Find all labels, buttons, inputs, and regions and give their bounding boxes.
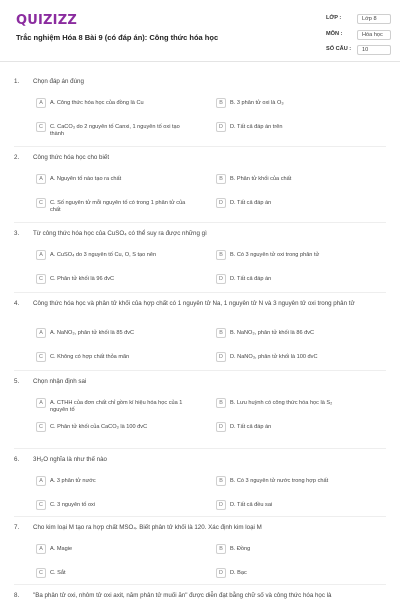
question-number: 5. (14, 378, 20, 385)
answer-option-a[interactable] (36, 544, 186, 554)
option-text: D. Bạc (230, 569, 247, 576)
answer-option-a[interactable] (36, 328, 186, 338)
question-count-label: SỐ CÂU : (326, 46, 352, 52)
question-number: 6. (14, 456, 20, 463)
question-text: Từ công thức hóa học của CuSO₄ có thể suy ra được những gì (33, 230, 207, 237)
question-divider (14, 448, 386, 449)
answer-option-d[interactable] (216, 274, 366, 284)
answer-option-a[interactable] (36, 250, 186, 260)
option-letter-box: A (36, 98, 46, 108)
answer-option-a[interactable] (36, 476, 186, 486)
option-letter-box: D (216, 500, 226, 510)
option-letter-box: C (36, 122, 46, 132)
question-number: 3. (14, 230, 20, 237)
option-text: B. 3 phân tử oxi là O₃ (230, 99, 284, 106)
grade-value: Lớp 8 (357, 14, 391, 24)
option-letter-box: C (36, 274, 46, 284)
option-letter-box: C (36, 198, 46, 208)
option-letter-box: B (216, 174, 226, 184)
question-number: 4. (14, 300, 20, 307)
option-text: A. Nguyên tố nào tạo ra chất (50, 175, 122, 182)
option-text: A. 3 phân tử nước (50, 477, 96, 484)
question-text: Công thức hóa học cho biết (33, 154, 110, 161)
question-text: Chọn đáp án đúng (33, 78, 84, 85)
question-divider (14, 292, 386, 293)
option-letter-box: B (216, 476, 226, 486)
grade-label: LỚP : (326, 15, 342, 21)
worksheet-header (0, 0, 400, 62)
answer-option-a[interactable] (36, 174, 186, 184)
option-text: C. 3 nguyên tố oxi (50, 501, 96, 508)
answer-option-c[interactable] (36, 422, 186, 432)
option-text: A. NaNO₃, phân tử khối là 85 đvC (50, 329, 135, 336)
quizizz-logo: QUIZIZZ (16, 13, 77, 28)
answer-option-d[interactable] (216, 568, 366, 578)
answer-option-c[interactable] (36, 122, 186, 138)
answer-option-d[interactable] (216, 198, 366, 208)
answer-option-b[interactable] (216, 476, 366, 486)
option-letter-box: D (216, 568, 226, 578)
option-letter-box: A (36, 174, 46, 184)
option-text: C. Phân tử khối là 96 đvC (50, 275, 115, 282)
question-divider (14, 370, 386, 371)
option-letter-box: C (36, 568, 46, 578)
option-text: C. Số nguyên tử mỗi nguyên tố có trong 1 phân tử của chất (50, 199, 186, 213)
option-letter-box: D (216, 274, 226, 284)
option-letter-box: B (216, 544, 226, 554)
option-letter-box: C (36, 352, 46, 362)
answer-option-d[interactable] (216, 122, 366, 132)
worksheet-title: Trắc nghiệm Hóa 8 Bài 9 (có đáp án): Công thức hóa học (16, 33, 219, 42)
option-text: D. Tất cả đáp án trên (230, 123, 283, 130)
answer-option-b[interactable] (216, 98, 366, 108)
option-text: D. NaNO₃, phân tử khối là 100 đvC (230, 353, 318, 360)
option-letter-box: B (216, 98, 226, 108)
question-number: 2. (14, 154, 20, 161)
option-letter-box: D (216, 198, 226, 208)
answer-option-d[interactable] (216, 500, 366, 510)
option-text: A. Công thức hóa học của đồng là Cu (50, 99, 144, 106)
question-divider (14, 516, 386, 517)
option-letter-box: B (216, 328, 226, 338)
option-text: C. Phân tử khối của CaCO₃ là 100 đvC (50, 423, 148, 430)
question-number: 7. (14, 524, 20, 531)
question-divider (14, 146, 386, 147)
option-text: C. CaCO₃ do 2 nguyên tố Canxi, 1 nguyên tố oxi tạo thành (50, 123, 180, 137)
subject-label: MÔN : (326, 31, 343, 37)
option-letter-box: B (216, 250, 226, 260)
option-text: A. CuSO₄ do 3 nguyên tố Cu, O, S tạo nên (50, 251, 157, 258)
option-text: D. Tất cả đáp án (230, 199, 272, 206)
option-letter-box: C (36, 422, 46, 432)
question-divider (14, 222, 386, 223)
answer-option-a[interactable] (36, 398, 186, 414)
option-letter-box: D (216, 122, 226, 132)
question-divider (14, 584, 386, 585)
option-letter-box: D (216, 352, 226, 362)
option-text: D. Tất cả đáp án (230, 275, 272, 282)
option-text: B. NaNO₃, phân tử khối là 86 đvC (230, 329, 315, 336)
answer-option-b[interactable] (216, 398, 366, 408)
option-letter-box: B (216, 398, 226, 408)
option-text: B. Đồng (230, 545, 251, 552)
option-letter-box: A (36, 328, 46, 338)
option-text: C. Không có hợp chất thỏa mãn (50, 353, 130, 360)
question-text: Chọn nhận định sai (33, 378, 87, 385)
question-text: "Ba phân tử oxi, nhôm tử oxi axit, năm phân tử muối ăn" được diễn đạt bằng chữ số và công thức hóa học là (33, 592, 332, 599)
option-text: D. Tất cả đáp án (230, 423, 272, 430)
option-text: B. Lưu huỳnh có công thức hóa học là S₂ (230, 399, 333, 406)
option-letter-box: A (36, 476, 46, 486)
answer-option-b[interactable] (216, 250, 366, 260)
answer-option-b[interactable] (216, 328, 366, 338)
option-text: D. Tất cả đều sai (230, 501, 273, 508)
option-letter-box: A (36, 398, 46, 408)
option-letter-box: A (36, 250, 46, 260)
option-text: C. Sắt (50, 569, 66, 576)
question-text: Công thức hóa học và phân tử khối của hợp chất có 1 nguyên tử Na, 1 nguyên tử N và 3 nguyên tử oxi trong phân tử (33, 300, 355, 307)
question-number: 8. (14, 592, 20, 599)
answer-option-b[interactable] (216, 544, 366, 554)
answer-option-c[interactable] (36, 568, 186, 578)
answer-option-c[interactable] (36, 198, 186, 214)
answer-option-d[interactable] (216, 352, 366, 362)
answer-option-c[interactable] (36, 274, 186, 284)
question-count-value: 10 (357, 45, 391, 55)
option-text: B. Có 3 nguyên tử nước trong hợp chất (230, 477, 329, 484)
question-text: 3H₂O nghĩa là như thế nào (33, 456, 107, 463)
answer-option-c[interactable] (36, 500, 186, 510)
subject-value: Hóa học (357, 30, 391, 40)
question-text: Cho kim loại M tạo ra hợp chất MSO₄. Biết phân tử khối là 120. Xác định kim loại M (33, 524, 262, 531)
option-letter-box: A (36, 544, 46, 554)
option-text: B. Phân tử khối của chất (230, 175, 292, 182)
answer-option-d[interactable] (216, 422, 366, 432)
option-text: A. Magie (50, 545, 73, 552)
option-text: A. CTHH của đơn chất chỉ gồm kí hiệu hóa học của 1 nguyên tố (50, 399, 183, 413)
answer-option-c[interactable] (36, 352, 186, 362)
option-letter-box: C (36, 500, 46, 510)
option-letter-box: D (216, 422, 226, 432)
option-text: B. Có 3 nguyên tử oxi trong phân tử (230, 251, 320, 258)
answer-option-b[interactable] (216, 174, 366, 184)
answer-option-a[interactable] (36, 98, 186, 108)
question-number: 1. (14, 78, 20, 85)
